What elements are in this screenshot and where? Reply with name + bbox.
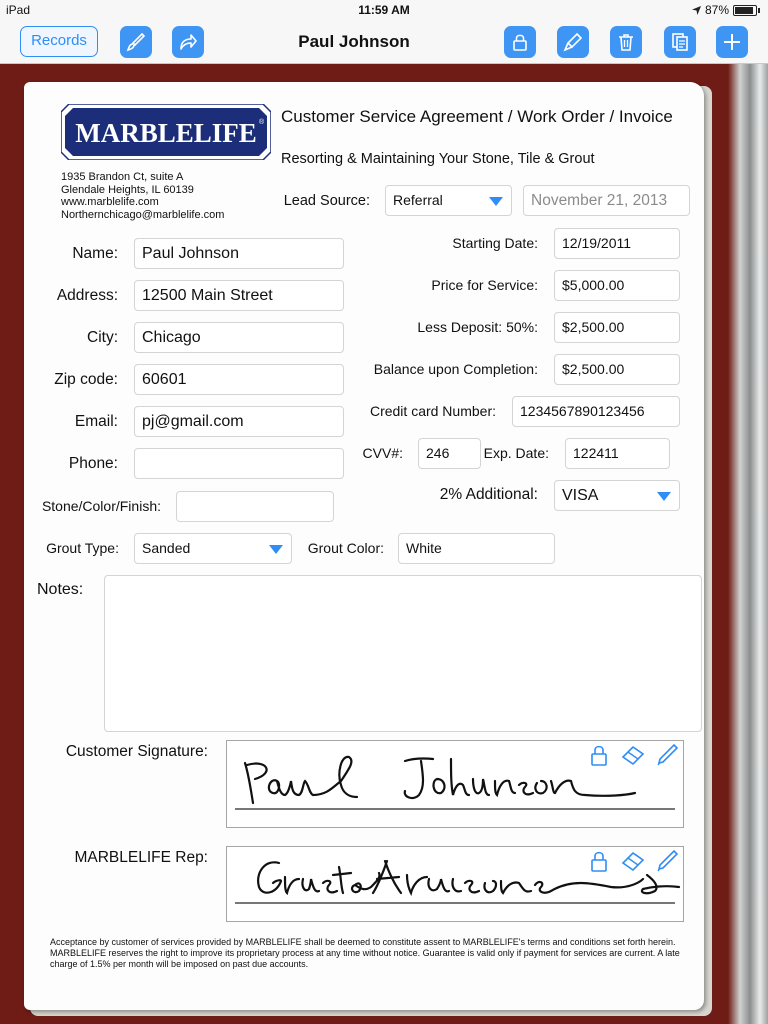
toolbar [0, 20, 768, 64]
customer-signature-label: Customer Signature: [65, 743, 208, 760]
city-field[interactable]: Chicago [134, 322, 344, 353]
exp-date-field[interactable]: 122411 [565, 438, 670, 469]
zip-field[interactable]: 60601 [134, 364, 344, 395]
battery-percent: 87% [704, 3, 729, 17]
rep-signature-pad[interactable] [226, 846, 684, 922]
grout-color-label: Grout Color: [307, 540, 384, 556]
signature-line [235, 902, 675, 904]
customer-signature-ink [237, 751, 637, 811]
marblelife-logo [61, 104, 271, 160]
customer-signature-pad[interactable] [226, 740, 684, 828]
cc-field[interactable]: 1234567890123456 [512, 396, 680, 427]
chevron-down-icon [489, 197, 503, 206]
start-date-label: Starting Date: [452, 235, 538, 251]
cc-label: Credit card Number: [369, 403, 496, 419]
add-icon[interactable] [716, 26, 748, 58]
city-label: City: [87, 329, 118, 346]
chevron-down-icon [657, 492, 671, 501]
toolbar-title: Paul Johnson [298, 32, 410, 51]
rep-signature-label: MARBLELIFE Rep: [74, 849, 208, 866]
lead-source-label: Lead Source: [283, 193, 370, 209]
deposit-label: Less Deposit: 50%: [417, 319, 538, 335]
address-field[interactable]: 12500 Main Street [134, 280, 344, 311]
notes-label: Notes: [37, 581, 84, 598]
price-field[interactable]: $5,000.00 [554, 270, 680, 301]
name-field[interactable]: Paul Johnson [134, 238, 344, 269]
status-right [692, 3, 760, 17]
copy-icon[interactable] [664, 26, 696, 58]
battery-icon [733, 5, 757, 16]
email-label: Email: [74, 413, 118, 430]
email-field[interactable]: pj@gmail.com [134, 406, 344, 437]
company-address: 1935 Brandon Ct, suite A Glendale Heights, IL 60139 www.marblelife.com Northernchicago@marblelife.com [61, 171, 225, 221]
cvv-field[interactable]: 246 [418, 438, 481, 469]
agreement-form [24, 82, 704, 1010]
trash-icon[interactable] [610, 26, 642, 58]
deposit-field[interactable]: $2,500.00 [554, 312, 680, 343]
status-bar [0, 0, 768, 20]
clear-icon[interactable] [557, 26, 589, 58]
brush-icon[interactable] [120, 26, 152, 58]
stone-field[interactable] [176, 491, 334, 522]
location-icon [692, 6, 701, 15]
name-label: Name: [72, 245, 118, 262]
lock-icon[interactable] [504, 26, 536, 58]
svg-text:MARBLELIFE: MARBLELIFE [75, 118, 257, 148]
exp-date-label: Exp. Date: [483, 445, 549, 461]
phone-label: Phone: [68, 455, 118, 472]
svg-text:®: ® [259, 119, 265, 126]
address-label: Address: [56, 287, 118, 304]
document-title: Customer Service Agreement / Work Order / Invoice [281, 107, 673, 126]
rep-signature-ink [251, 853, 681, 903]
phone-field[interactable] [134, 448, 344, 479]
clock: 11:59 AM [358, 3, 410, 17]
terms-text: Acceptance by customer of services provided by MARBLELIFE shall be deemed to constitute assent to MARBLELIFE's terms and conditions set forth herein. MARBLELIFE reserves the right to improve its proprietary process at any time without notice. Guarantee is valid only if payment for services are current. A late charge of 1.5% per month will be imposed on past due accounts. [50, 937, 680, 969]
notes-field[interactable] [104, 575, 702, 732]
signature-line [235, 808, 675, 810]
balance-label: Balance upon Completion: [373, 361, 538, 377]
chevron-down-icon [269, 545, 283, 554]
grout-type-label: Grout Type: [46, 540, 119, 556]
document-subtitle: Resorting & Maintaining Your Stone, Tile & Grout [281, 151, 595, 167]
zip-label: Zip code: [54, 371, 118, 388]
price-label: Price for Service: [431, 277, 538, 293]
stone-label: Stone/Color/Finish: [41, 498, 161, 514]
card-type-select[interactable]: VISA [554, 480, 680, 511]
share-icon[interactable] [172, 26, 204, 58]
grout-type-select[interactable]: Sanded [134, 533, 292, 564]
start-date-field[interactable]: 12/19/2011 [554, 228, 680, 259]
lead-source-select[interactable]: Referral [385, 185, 512, 216]
background-photo [728, 64, 768, 1024]
date-field[interactable]: November 21, 2013 [523, 185, 690, 216]
balance-field[interactable]: $2,500.00 [554, 354, 680, 385]
device-name: iPad [6, 3, 31, 17]
pen-icon[interactable] [655, 743, 679, 767]
records-button[interactable]: Records [20, 26, 98, 57]
cvv-label: CVV#: [362, 445, 403, 461]
grout-color-field[interactable]: White [398, 533, 555, 564]
additional-label: 2% Additional: [439, 486, 538, 503]
